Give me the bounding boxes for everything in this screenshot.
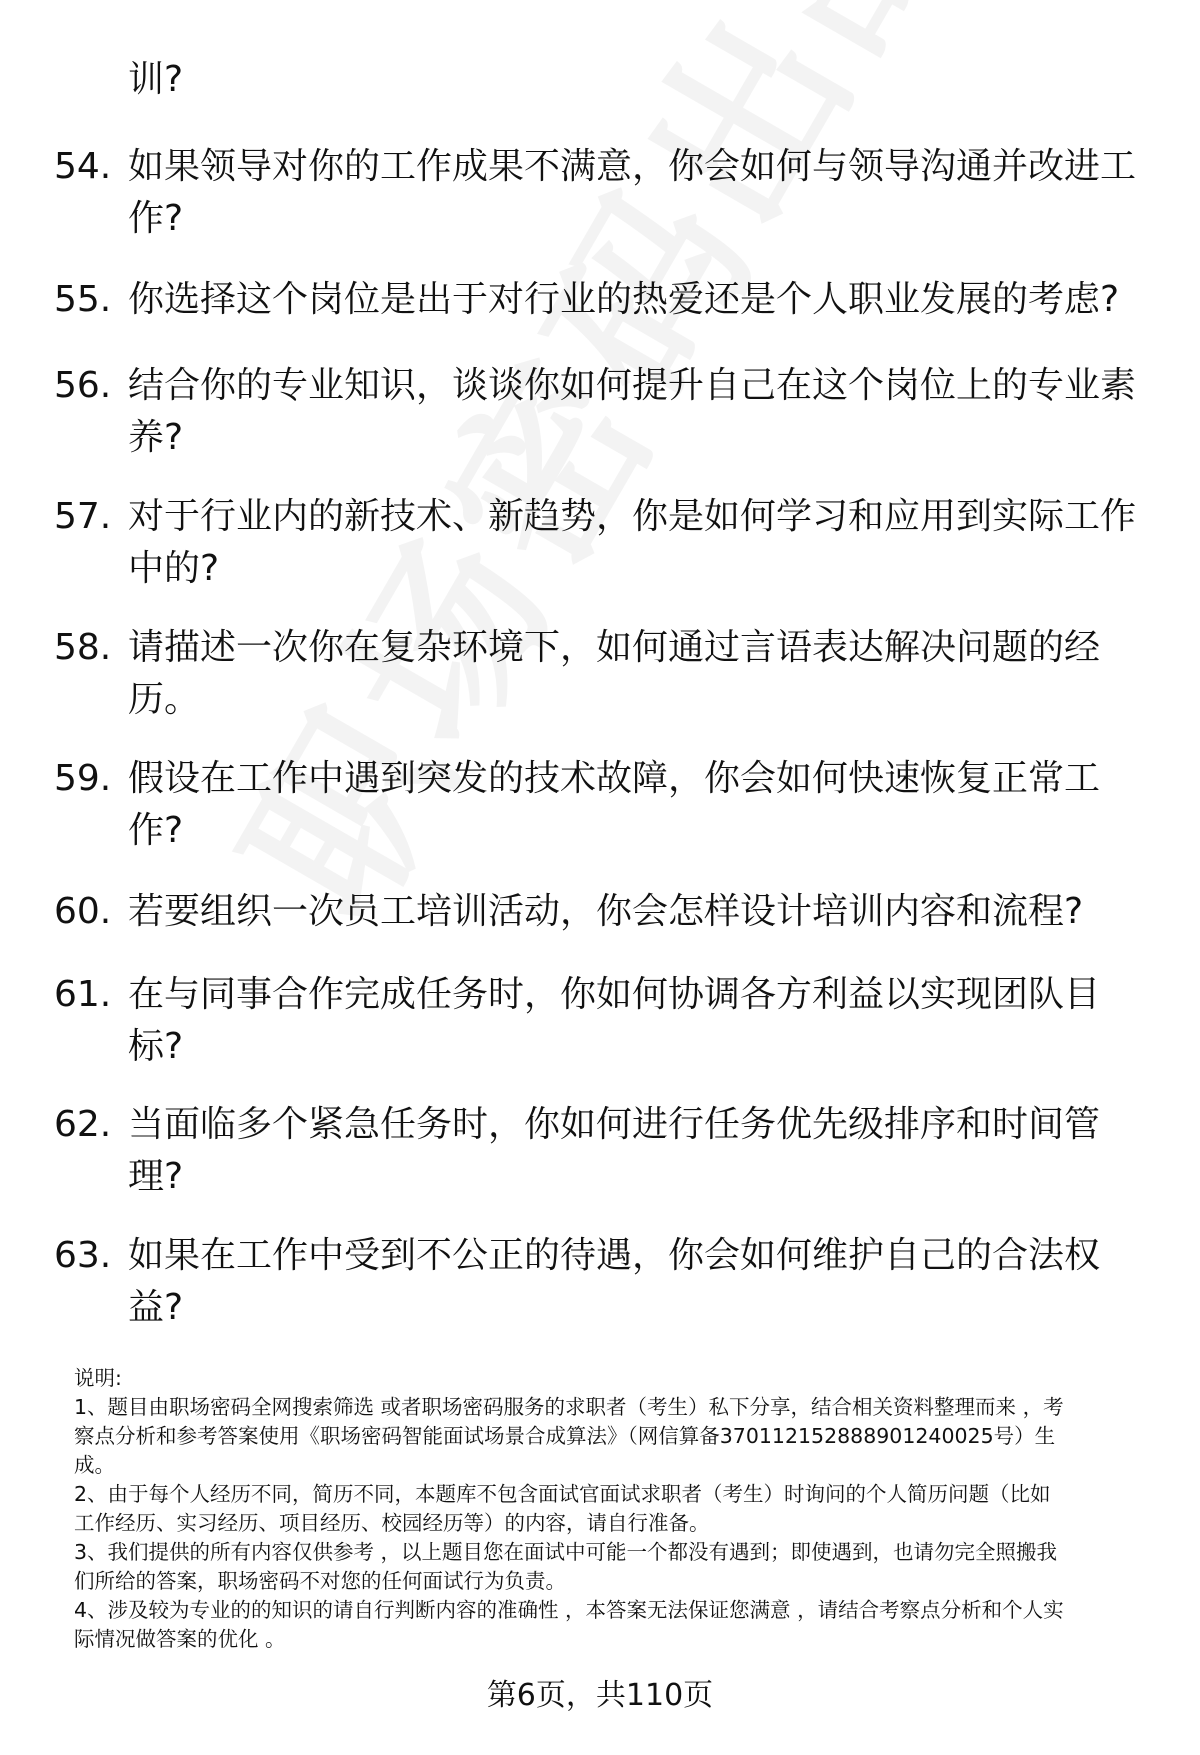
question-line: 如果在工作中受到不公正的待遇，你会如何维护自己的合法权: [128, 1235, 1101, 1276]
question-text: [128, 360, 1148, 464]
page-number: 第6页，共110页: [486, 1678, 714, 1713]
question-line: 你选择这个岗位是出于对行业的热爱还是个人职业发展的考虑?: [128, 279, 1120, 320]
question-line: 当面临多个紧急任务时，你如何进行任务优先级排序和时间管: [128, 1104, 1101, 1145]
question-number: 58.: [54, 627, 112, 668]
question-text: [128, 141, 1148, 245]
notes-line: 3、我们提供的所有内容仅供参考 ，以上题目您在面试中可能一个都没有遇到；即使遇到，也请勿完全照搬我: [74, 1540, 1058, 1564]
question-line: 益?: [128, 1287, 184, 1328]
question-text: [128, 753, 1148, 857]
question-line: 结合你的专业知识，谈谈你如何提升自己在这个岗位上的专业素: [128, 365, 1137, 406]
notes-line: 2、由于每个人经历不同，简历不同，本题库不包含面试官面试求职者（考生）时询问的个人简历问题（比如: [74, 1482, 1051, 1506]
notes-line: 4、涉及较为专业的的知识的请自行判断内容的准确性 ，本答案无法保证您满意 ，请结合考察点分析和个人实: [74, 1598, 1064, 1622]
question-text: [128, 491, 1148, 595]
question-line: 如果领导对你的工作成果不满意，你会如何与领导沟通并改进工: [128, 146, 1137, 187]
notes-line: 察点分析和参考答案使用《职场密码智能面试场景合成算法》（网信算备370112152888901240025号）生: [74, 1424, 1056, 1448]
question-number: 57.: [54, 496, 112, 537]
question-line: 历。: [128, 679, 201, 720]
question-number: 54.: [54, 146, 112, 187]
question-number: 55.: [54, 279, 112, 320]
notes-line: 成。: [74, 1453, 115, 1477]
question-line: 养?: [128, 417, 184, 458]
notes-line: 1、题目由职场密码全网搜索筛选 或者职场密码服务的求职者（考生）私下分享，结合相关资料整理而来 ，考: [74, 1395, 1064, 1419]
question-line: 作?: [128, 810, 184, 851]
question-text: [128, 886, 1148, 938]
question-line: 假设在工作中遇到突发的技术故障，你会如何快速恢复正常工: [128, 758, 1101, 799]
notes-line: 际情况做答案的优化 。: [74, 1627, 286, 1651]
notes-line: 工作经历、实习经历、项目经历、校园经历等）的内容，请自行准备。: [74, 1511, 710, 1535]
question-number: 60.: [54, 891, 112, 932]
question-line: 理?: [128, 1156, 184, 1197]
question-line: 标?: [128, 1026, 184, 1067]
question-line: 中的?: [128, 548, 220, 589]
question-line: 请描述一次你在复杂环境下，如何通过言语表达解决问题的经: [128, 627, 1101, 668]
question-text: [128, 622, 1148, 726]
notes-line: 们所给的答案，职场密码不对您的任何面试行为负责。: [74, 1569, 566, 1593]
notes-section: [74, 1364, 1154, 1654]
question-number: 56.: [54, 365, 112, 406]
question-line: 作?: [128, 198, 184, 239]
question-number: 62.: [54, 1104, 112, 1145]
question-line: 对于行业内的新技术、新趋势，你是如何学习和应用到实际工作: [128, 496, 1137, 537]
question-line: 若要组织一次员工培训活动，你会怎样设计培训内容和流程?: [128, 891, 1084, 932]
question-continuation: 训?: [128, 59, 184, 100]
question-number: 61.: [54, 974, 112, 1015]
notes-title: 说明:: [74, 1366, 122, 1390]
question-text: [128, 969, 1148, 1073]
question-line: 在与同事合作完成任务时，你如何协调各方利益以实现团队目: [128, 974, 1101, 1015]
question-number: 59.: [54, 758, 112, 799]
question-text: [128, 1230, 1148, 1334]
question-number: 63.: [54, 1235, 112, 1276]
question-text: [128, 1099, 1148, 1203]
question-text: [128, 274, 1148, 326]
